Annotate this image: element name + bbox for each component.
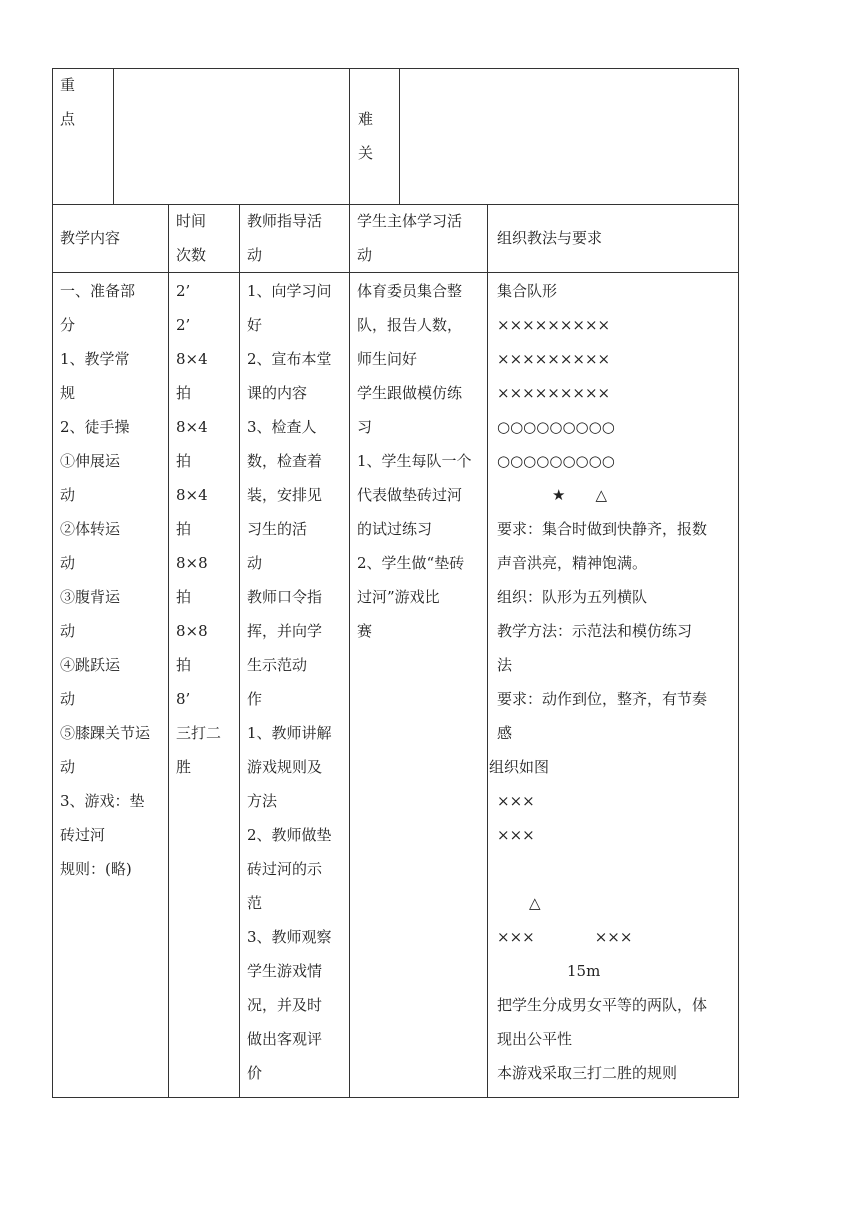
content-line: 3、游戏：垫 [60, 792, 145, 810]
key-points-label: 重 点 [60, 76, 76, 128]
content-line: ⑤膝踝关节运 [60, 724, 151, 742]
content-column [60, 274, 150, 886]
method-line: 声音洪亮，精神饱满。 [497, 554, 648, 572]
student-line: 的试过练习 [357, 520, 433, 538]
student-column [357, 274, 472, 648]
method-line: ××× [497, 826, 535, 844]
content-line: 1、教学常 [60, 350, 130, 368]
student-line: 1、学生每队一个 [357, 452, 472, 470]
teacher-line: 装，安排见 [247, 486, 323, 504]
content-line: 规 [60, 384, 76, 402]
header-method: 组织教法与要求 [497, 229, 603, 247]
content-line: ②体转运 [60, 520, 121, 538]
method-line: ××××××××× [497, 316, 611, 334]
teacher-line: 教师口令指 [247, 588, 323, 606]
teacher-line: 习生的活 [247, 520, 308, 538]
method-column [489, 274, 708, 1090]
content-line: 分 [60, 316, 76, 334]
header-teacher: 教师指导活 动 [247, 212, 323, 264]
teacher-line: 作 [247, 690, 263, 708]
method-line: ★ △ [552, 486, 607, 504]
teacher-line: 况，并及时 [247, 996, 323, 1014]
method-line: 把学生分成男女平等的两队，体 [497, 996, 708, 1014]
time-line: 8’ [176, 690, 191, 708]
teacher-line: 挥，并向学 [247, 622, 323, 640]
col-divider-3 [349, 204, 350, 1098]
content-line: 规则：(略) [60, 860, 132, 878]
teacher-line: 2、教师做垫 [247, 826, 332, 844]
method-line: 组织：队形为五列横队 [497, 588, 648, 606]
time-line: 8×4 [176, 486, 208, 504]
student-line: 习 [357, 418, 373, 436]
teacher-line: 价 [247, 1064, 263, 1082]
method-line: 组织如图 [489, 758, 550, 776]
method-line: ××××××××× [497, 350, 611, 368]
top-col-divider-1 [113, 68, 114, 204]
teacher-line: 动 [247, 554, 263, 572]
method-line: 现出公平性 [497, 1030, 573, 1048]
content-line: ④跳跃运 [60, 656, 121, 674]
student-line: 学生跟做模仿练 [357, 384, 463, 402]
teacher-line: 做出客观评 [247, 1030, 323, 1048]
student-line: 队，报告人数， [357, 316, 463, 334]
teacher-line: 方法 [247, 792, 278, 810]
content-line: ①伸展运 [60, 452, 121, 470]
top-col-divider-3 [399, 68, 400, 204]
student-line: 代表做垫砖过河 [357, 486, 463, 504]
content-line: 砖过河 [60, 826, 106, 844]
student-line: 赛 [357, 622, 373, 640]
student-line: 师生问好 [357, 350, 418, 368]
header-time: 时间 次数 [176, 212, 207, 264]
time-line: 拍 [176, 384, 192, 402]
method-line: 要求：动作到位，整齐，有节奏 [497, 690, 708, 708]
teacher-line: 砖过河的示 [247, 860, 323, 878]
time-line: 2’ [176, 316, 191, 334]
teacher-line: 生示范动 [247, 656, 308, 674]
teacher-line: 数，检查着 [247, 452, 323, 470]
teacher-line: 课的内容 [247, 384, 308, 402]
difficulty-label: 难 关 [358, 110, 374, 162]
time-line: 拍 [176, 656, 192, 674]
time-line: 胜 [176, 758, 192, 776]
time-line: 8×8 [176, 622, 208, 640]
teacher-line: 2、宣布本堂 [247, 350, 332, 368]
time-line: 8×4 [176, 350, 208, 368]
col-divider-1 [168, 204, 169, 1098]
time-line: 三打二 [176, 724, 222, 742]
content-line: 动 [60, 758, 76, 776]
teacher-line: 3、教师观察 [247, 928, 332, 946]
content-line: 动 [60, 486, 76, 504]
time-line: 8×8 [176, 554, 208, 572]
method-line: 法 [497, 656, 513, 674]
student-line: 2、学生做“垫砖 [357, 554, 465, 572]
col-divider-4 [487, 204, 488, 1098]
content-line: 2、徒手操 [60, 418, 130, 436]
content-line: 一、准备部 [60, 282, 136, 300]
teacher-line: 范 [247, 894, 263, 912]
top-col-divider-2 [349, 68, 350, 204]
method-line: ××× [497, 792, 535, 810]
row-divider-2 [52, 272, 739, 273]
header-student: 学生主体学习活 动 [357, 212, 463, 264]
content-line: 动 [60, 690, 76, 708]
student-line: 过河”游戏比 [357, 588, 440, 606]
method-line: ××× ××× [497, 928, 633, 946]
teacher-line: 1、向学习问 [247, 282, 332, 300]
time-line: 拍 [176, 520, 192, 538]
student-line: 体育委员集合整 [357, 282, 463, 300]
method-line: 教学方法：示范法和模仿练习 [497, 622, 693, 640]
method-line [497, 852, 707, 886]
time-column [176, 274, 221, 784]
method-line: ××××××××× [497, 384, 611, 402]
content-line: 动 [60, 554, 76, 572]
method-line: 本游戏采取三打二胜的规则 [497, 1064, 678, 1082]
teacher-line: 好 [247, 316, 263, 334]
content-line: ③腹背运 [60, 588, 121, 606]
method-line: ○○○○○○○○○ [497, 452, 615, 470]
header-content: 教学内容 [60, 229, 121, 247]
method-line: △ [529, 894, 541, 912]
method-line: ○○○○○○○○○ [497, 418, 615, 436]
teacher-line: 学生游戏情 [247, 962, 323, 980]
method-line: 感 [497, 724, 513, 742]
time-line: 拍 [176, 452, 192, 470]
teacher-line: 3、检查人 [247, 418, 317, 436]
method-line: 集合队形 [497, 282, 558, 300]
teacher-line: 1、教师讲解 [247, 724, 332, 742]
time-line: 8×4 [176, 418, 208, 436]
method-line: 要求：集合时做到快静齐，报数 [497, 520, 708, 538]
teacher-line: 游戏规则及 [247, 758, 323, 776]
col-divider-2 [239, 204, 240, 1098]
time-line: 2’ [176, 282, 191, 300]
time-line: 拍 [176, 588, 192, 606]
content-line: 动 [60, 622, 76, 640]
teacher-column [247, 274, 332, 1090]
method-line: 15m [567, 962, 601, 980]
